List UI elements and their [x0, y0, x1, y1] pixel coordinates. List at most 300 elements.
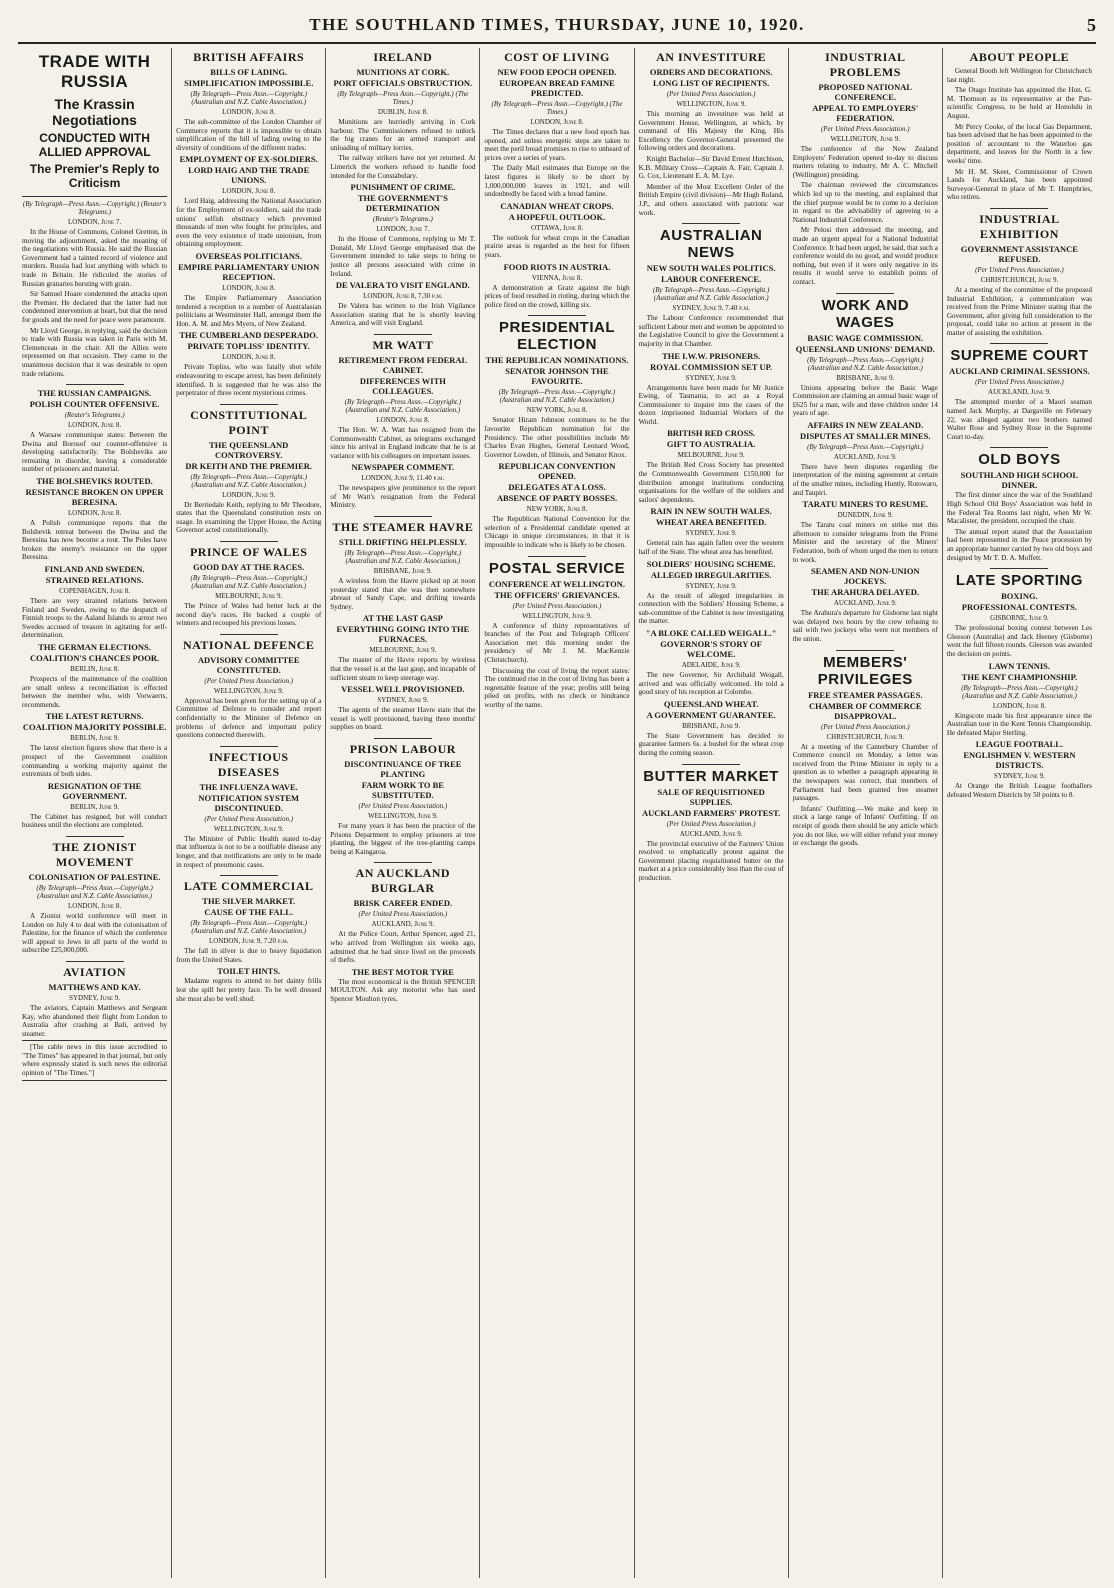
article-late-commercial — [176, 875, 321, 1003]
section-heading: ABSENCE OF PARTY BOSSES. — [496, 493, 618, 504]
section-heading: THE CUMBERLAND DESPERADO. — [179, 330, 319, 341]
article-headline: MR WATT — [372, 337, 434, 352]
paragraph: The attempted murder of a Maori seaman named Jack Murphy, at Dargaville on February 22, was alleged against two brothers named Walter Rose and Sydney Rose in the Supreme Court to-day. — [946, 398, 1092, 441]
paragraph: The aviators, Captain Matthews and Sergeant Kay, who abandoned their flight from London to Australia after crashing at Bali, arrived by steamer. — [22, 1003, 168, 1038]
paragraph: Lord Haig, addressing the National Association for the Employment of ex-soldiers, said the trade unions' selfish obstinacy which prevented thousands of men who fought for principles, and even the very existence of trade unionism, from obtaining employment. — [176, 197, 322, 249]
section-heading: FOOD RIOTS IN AUSTRIA. — [503, 261, 611, 272]
section-heading: THE KENT CHAMPIONSHIP. — [961, 671, 1078, 682]
section-heading: A HOPEFUL OUTLOOK. — [508, 211, 606, 222]
column-4 — [480, 48, 634, 1578]
byline: (Per United Press Association.) — [820, 722, 910, 731]
section-heading: EMPLOYMENT OF EX-SOLDIERS. — [179, 154, 318, 165]
article-investiture — [639, 50, 784, 217]
paragraph: The Prince of Wales had better luck at the second day's races. He backed a couple of winners and recouped his previous losses. — [176, 602, 322, 628]
article-mr-watt — [330, 334, 475, 510]
article-prince-of-wales — [176, 541, 321, 628]
byline: (By Telegraph—Press Assn.—Copyright.) (Australian and N.Z. Cable Association.) — [344, 549, 462, 566]
paragraph: The new Governor, Sir Archibald Weigall, arrived and was officially welcomed. He told a good story of his reception at Colombo. — [638, 671, 784, 697]
article-headline: PRISON LABOUR — [349, 742, 456, 756]
dateline: DUNEDIN, June 9. — [837, 511, 893, 520]
paragraph: The annual report stated that the Association had been represented in the Peace procession by an appropriate banner carried by two old boys and designed by Mr T. D. A. Moffett. — [946, 527, 1092, 562]
byline: (By Telegraph—Press Assn.—Copyright.) (Australian and N.Z. Cable Association.) — [190, 90, 307, 106]
byline: (By Telegraph—Press Assn.—Copyright.) (Australian and N.Z. Cable Association.) — [652, 286, 770, 303]
section-heading: STILL DRIFTING HELPLESSLY. — [339, 537, 467, 548]
article-members-privileges — [793, 650, 938, 848]
masthead-title: THE SOUTHLAND TIMES, THURSDAY, JUNE 10, 1920. — [309, 15, 805, 34]
byline: (Reuter's Telegrams.) — [64, 411, 125, 420]
section-heading: GOVERNMENT ASSISTANCE REFUSED. — [960, 243, 1078, 264]
paragraph: Unions appearing before the Basic Wage Commission are claiming an annual basic wage of £625 for a man, wife and three children under 14 years of age. — [792, 383, 938, 418]
byline: (Per United Press Association.) — [358, 910, 448, 919]
article-headline: POSTAL SERVICE — [488, 559, 626, 577]
section-heading: QUEENSLAND WHEAT. — [663, 698, 759, 709]
column-2 — [172, 48, 326, 1578]
section-heading: EUROPEAN BREAD FAMINE PREDICTED. — [499, 78, 615, 98]
article-headline: LATE COMMERCIAL — [183, 879, 314, 894]
paragraph: The master of the Havre reports by wireless that the vessel is at the last gasp, and incapable of sufficient steam to keep steerage way. — [330, 656, 476, 682]
section-heading: THE RUSSIAN CAMPAIGNS. — [37, 388, 152, 399]
article-headline: AVIATION — [63, 964, 127, 979]
subheadline: CONDUCTED WITH ALLIED APPROVAL — [38, 131, 151, 159]
paragraph: The professional boxing contest between Les Gleeson (Australia) and Jack Heeney (Gisborne) went the full fifteen rounds. Gleeson was awarded the decision on points. — [946, 624, 1092, 658]
editorial-note: [The cable news in this issue accredited to "The Times" has appeared in that journal, but only where expressly stated is such news the editorial opinion of "The Times."] — [22, 1040, 167, 1080]
section-heading: COALITION'S CHANCES POOR. — [29, 653, 160, 663]
dateline: BERLIN, June 9. — [70, 802, 119, 811]
section-heading: FARM WORK TO BE SUBSTITUTED. — [361, 780, 444, 800]
dateline: COPENHAGEN, June 8. — [59, 587, 131, 596]
section-heading: DIFFERENCES WITH COLLEAGUES. — [359, 375, 446, 396]
advertisement: Madame regrets to attend to her dainty frills lest she spill her pretty face. To be well dressed she must also be well shod. — [176, 977, 322, 1003]
article-headline: MEMBERS' PRIVILEGES — [817, 653, 913, 688]
byline: (Per United Press Association.) — [975, 265, 1064, 274]
dateline: NEW YORK, June 8. — [526, 505, 588, 514]
article-headline: AN INVESTITURE — [656, 50, 767, 64]
paragraph: Member of the Most Excellent Order of the British Empire (civil division)—Mr Hugh Roland, J.P., and others associated with patriotic war work. — [638, 182, 784, 217]
article-butter-market — [639, 764, 784, 883]
byline: (Reuter's Telegrams.) — [372, 215, 433, 224]
dateline: LONDON, June 8. — [376, 415, 430, 424]
byline: (By Telegraph—Press Assn.—Copyright.) (Australian and N.Z. Cable Association.) — [36, 883, 153, 900]
paragraph: Mr Lloyd George, in replying, said the decision to trade with Russia was taken in Paris with M. Clemenceau in the chair. All the Allies were represented on that occasion. They came to the unanimous decision that it was desirable to open trade relations. — [22, 326, 168, 378]
paragraph: The State Government has decided to guarantee farmers 6s. a bushel for the wheat crop during the coming season. — [638, 731, 784, 757]
section-heading: PROPOSED NATIONAL CONFERENCE. — [818, 82, 913, 102]
section-heading: TARATU MINERS TO RESUME. — [802, 499, 929, 510]
column-3 — [326, 48, 480, 1578]
article-headline: INDUSTRIAL EXHIBITION — [979, 211, 1060, 241]
byline: (Per United Press Association.) — [666, 819, 756, 828]
dateline: AUCKLAND, June 9. — [833, 452, 897, 461]
section-heading: AUCKLAND CRIMINAL SESSIONS. — [949, 366, 1090, 377]
article-headline: PRINCE OF WALES — [189, 545, 308, 560]
article-national-defence — [176, 634, 321, 740]
dateline: BERLIN, June 8. — [70, 665, 119, 673]
dateline: LONDON, June 8. — [68, 901, 122, 910]
paragraph: Mr Pelosi then addressed the meeting, and made an urgent appeal for a National Industrial Conference. It had been urged, he said, that such a conference would do no good, and would produce nothing, but even if it were only negative in its results it would serve to establish points of contact. — [792, 226, 938, 286]
section-heading: THE REPUBLICAN NOMINATIONS. — [485, 355, 629, 366]
paragraph: At Orange the British League footballers defeated Western Districts by 50 points to 8. — [946, 782, 1092, 799]
paragraph: Knight Bachelor—Sir David Ernest Hutchison, K.B. Military Cross—Captain A. Fair, Captain J. G. Cox, Lieutenant E. A. M. Lye. — [638, 154, 784, 181]
article-aviation — [22, 961, 167, 1081]
paragraph: A demonstration at Gratz against the high prices of food resulted in rioting, during which the police fired on the crowd, killing six. — [484, 283, 630, 309]
section-heading: THE QUEENSLAND CONTROVERSY. — [209, 439, 289, 460]
paragraph: The agents of the steamer Havre state that the vessel is well provisioned, having three months' supplies on board. — [330, 706, 476, 732]
paragraph: The Daily Mail estimates that Europe on the latest figures is likely to be short by 1,000,000,000 loaves in 1921, and will undoubtedly be faced with a bread famine. — [484, 164, 630, 199]
paragraph: The Hon. W. A. Watt has resigned from the Commonwealth Cabinet, as telegrams exchanged since his arrival in England indicate that he is at variance with his colleagues on important issues. — [330, 425, 476, 460]
paragraph: There have been disputes regarding the interpretation of the mining agreement at certain of the smaller mines, including Huntly, Rotowaro, and Taupiri. — [792, 462, 938, 497]
article-headline: NATIONAL DEFENCE — [182, 637, 315, 652]
article-cost-of-living — [484, 50, 629, 309]
dateline: BRISBANE, June 9. — [682, 721, 741, 730]
section-heading: WHEAT AREA BENEFITED. — [655, 517, 767, 528]
paragraph: A Warsaw communique states: Between the Dwina and Borosof our counter-offensive is developing satisfactorily. The Bolsheviks are retreating in disorder, leaving a considerable number of prisoners and material. — [22, 431, 168, 474]
section-heading: ROYAL COMMISSION SET UP. — [650, 361, 773, 372]
section-heading: PROFESSIONAL CONTESTS. — [961, 602, 1078, 613]
byline: (By Telegraph—Press Assn.—Copyright.) (Australian and N.Z. Cable Association.) — [190, 919, 307, 936]
dateline: DUBLIN, June 8. — [377, 108, 428, 116]
section-heading: THE GOVERNMENT'S DETERMINATION — [357, 193, 448, 214]
dateline: SYDNEY, June 9. — [685, 373, 737, 382]
dateline: LONDON, June 8. — [222, 353, 276, 362]
section-heading: DE VALERA TO VISIT ENGLAND. — [335, 280, 470, 291]
paragraph: In the House of Commons, Colonel Gretton, in moving the adjournment, asked the meaning of the negotiations with Russia. He said the Russian Government had a tainted record of violence and murders. Russia had lost anything with which to trade in Britain. He ridiculed the stories of Russian granaries bursting with grain. — [22, 228, 168, 288]
section-heading: THE SILVER MARKET. — [202, 896, 296, 907]
paragraph: The provincial executive of the Farmers' Union resolved to emphatically protest against the Government placing requisitioned butter on the market at a price considerably less than the cost of production. — [638, 839, 784, 882]
article-headline: COST OF LIVING — [504, 50, 610, 64]
column-5 — [635, 48, 789, 1578]
section-heading: MUNITIONS AT CORK. — [356, 67, 450, 77]
section-heading: RETIREMENT FROM FEDERAL CABINET. — [338, 354, 468, 375]
paragraph: Kingscote made his first appearance since the Australian tour in the Kent Tennis Championship. He defeated Major Sterling. — [946, 711, 1092, 737]
article-headline: INFECTIOUS DISEASES — [208, 749, 289, 779]
article-headline: ABOUT PEOPLE — [969, 50, 1070, 64]
article-industrial-exhibition — [947, 208, 1092, 338]
section-heading: BRISK CAREER ENDED. — [353, 898, 453, 909]
byline: (By Telegraph—Press Assn.—Copyright.) (Australian and N.Z. Cable Association.) — [961, 683, 1078, 700]
byline: (Per United Press Association.) — [666, 90, 756, 98]
dateline: GISBORNE, June 9. — [990, 614, 1049, 623]
paragraph: Prospects of the maintenance of the coalition are small unless a reconciliation is effected between the member who, with Vorwaerts, recommends. — [22, 675, 168, 709]
paragraph: Private Topliss, who was fatally shot while endeavouring to escape arrest, has been definitely identified. It is suggested that he was also the perpetrator of three recent mysterious crimes. — [176, 363, 322, 398]
paragraph: At the Police Court, Arthur Spencer, aged 21, who arrived from Wellington six weeks ago, admitted that he had since lived on the proceeds of thefts. — [330, 930, 476, 965]
section-heading: NEW FOOD EPOCH OPENED. — [497, 67, 617, 77]
byline: (Per United Press Association.) — [358, 802, 448, 810]
section-heading: LORD HAIG AND THE TRADE UNIONS. — [188, 165, 310, 186]
section-heading: AT THE LAST GASP — [362, 613, 443, 624]
dateline: LONDON, June 9. — [222, 490, 276, 499]
paragraph: The Taratu coal miners on strike met this afternoon to consider telegrams from the Prime Minister and the secretary of the Miners' Federation, both of whom urged the men to return to work. — [792, 521, 938, 564]
paragraph: At a meeting of the Canterbury Chamber of Commerce council on Monday, a letter was received from the Prime Minister in reply to a question as to whether a paragraph appearing in the newspapers was correct, that members of Parliament had been granted free steamer passages. — [792, 742, 938, 803]
paragraph: The Republican National Convention for the selection of a Presidential candidate opened at Chicago in unique circumstances, in that it is impossible to indicate who is likely to be chosen. — [484, 515, 630, 550]
dateline: LONDON, June 7. — [376, 225, 430, 234]
dateline: WELLINGTON, June 9. — [213, 686, 284, 695]
dateline: LONDON, June 8. — [992, 701, 1046, 710]
paragraph: Dr Berriedale Keith, replying to Mr Theodore, states that the Queensland constitution rests on usage. In examining the Upper House, the Acting Governor acted constitutionally. — [176, 500, 322, 535]
dateline: OTTAWA, June 8. — [531, 223, 583, 232]
article-headline: AUSTRALIAN NEWS — [659, 227, 763, 262]
paragraph: Discussing the cost of living the report states: The continued rise in the cost of living has been a regrettable feature of the year; profits still being piled on profits, with no check or hindrance worthy of the name. — [484, 666, 630, 709]
section-heading: THE OFFICERS' GRIEVANCES. — [494, 589, 620, 600]
article-headline: BUTTER MARKET — [643, 767, 779, 785]
paragraph: The Arahura's departure for Gisborne last night was delayed two hours by the crew refusing to sail with two jockeys who were not members of the union. — [792, 609, 938, 643]
section-heading: LEAGUE FOOTBALL. — [975, 739, 1064, 750]
byline: (By Telegraph—Press Assn.—Copyright.) — [807, 442, 924, 451]
dateline: BRISBANE, June 9. — [836, 373, 895, 382]
section-heading: SENATOR JOHNSON THE FAVOURITE. — [505, 366, 609, 387]
paragraph: The Empire Parliamentary Association tendered a reception to a number of Australasian politicians at Westminster Hall, amongst them the Hon. A. M. and Mrs Myers, of New Zealand. — [176, 293, 322, 328]
section-heading: BOXING. — [1001, 591, 1038, 602]
subheadline: The Krassin Negotiations — [52, 96, 137, 128]
article-headline: OLD BOYS — [978, 451, 1061, 469]
dateline: SYDNEY, June 9. — [377, 696, 429, 705]
dateline: AUCKLAND, June 9. — [371, 920, 435, 929]
section-heading: APPEAL TO EMPLOYERS' FEDERATION. — [812, 103, 919, 123]
byline: (Per United Press Association.) — [204, 676, 294, 685]
paragraph: The first dinner since the war of the Southland High School Old Boys' Association was held in the Federal Tea Rooms last night, when Mr W. Macalister, the president, occupied the chair. — [946, 491, 1092, 526]
section-heading: PRIVATE TOPLISS' IDENTITY. — [187, 341, 310, 352]
section-heading: EVERYTHING GOING INTO THE FURNACES. — [336, 624, 470, 645]
byline: (By Telegraph—Press Assn.—Copyright.) (Australian and N.Z. Cable Association.) — [498, 388, 616, 405]
dateline: BRISBANE, June 9. — [373, 567, 432, 576]
section-heading: TOILET HINTS. — [217, 966, 281, 977]
article-constitutional-point — [176, 404, 321, 535]
dateline: SYDNEY, June 9. — [685, 581, 737, 590]
paragraph: The Otago Institute has appointed the Hon. G. M. Thomson as its representative at the Pan-scientific Congress, to be held at Honolulu in August. — [946, 86, 1092, 120]
section-heading: SALE OF REQUISITIONED SUPPLIES. — [657, 786, 765, 807]
paragraph: For many years it has been the practice of the Prisons Department to employ prisoners at tree planting, the biggest of the tree-planting camps being at Kaingaroa. — [330, 822, 476, 856]
section-heading: BASIC WAGE COMMISSION. — [807, 332, 924, 343]
dateline: WELLINGTON, June 9. — [522, 611, 592, 620]
paragraph: De Valera has written to the Irish Vigilance Association stating that he is shortly leaving America, and will visit England. — [330, 302, 476, 328]
section-heading: RESISTANCE BROKEN ON UPPER BERESINA. — [25, 487, 164, 508]
section-heading: COLONISATION OF PALESTINE. — [28, 871, 161, 882]
paragraph: The sub-committee of the London Chamber of Commerce reports that it is impossible to obtain simplification of the bill of lading owing to the diversity of conditions of the different trades. — [176, 118, 322, 152]
section-heading: CONFERENCE AT WELLINGTON. — [488, 578, 626, 589]
section-heading: EMPIRE PARLIAMENTARY UNION RECEPTION. — [178, 261, 320, 282]
section-heading: PORT OFFICIALS OBSTRUCTION. — [333, 78, 473, 88]
byline: (By Telegraph—Press Assn.—Copyright.) (Australian and N.Z. Cable Association.) — [190, 472, 307, 489]
section-heading: LABOUR CONFERENCE. — [661, 274, 762, 285]
article-headline: THE STEAMER HAVRE — [332, 520, 474, 535]
section-heading: DR KEITH AND THE PREMIER. — [185, 460, 313, 471]
dateline: AUCKLAND, June 9. — [988, 388, 1051, 397]
paragraph: This morning an investiture was held at Government House, Wellington, at which, by command of His Majesty the King, His Excellency the Governor-General presented the following orders and decorations. — [638, 110, 784, 153]
paragraph: General Booth left Wellington for Christchurch last night. — [946, 67, 1092, 84]
paragraph: The Cabinet has resigned, but will conduct business until the elections are completed. — [22, 812, 168, 830]
section-heading: THE ARAHURA DELAYED. — [811, 587, 920, 598]
section-heading: "A BLOKE CALLED WEIGALL." — [645, 628, 777, 638]
section-heading: NEW SOUTH WALES POLITICS. — [646, 263, 776, 274]
article-auckland-burglar — [330, 862, 475, 1003]
paragraph: The fall in silver is due to heavy liquidation from the United States. — [176, 947, 322, 964]
article-presidential-election — [484, 315, 629, 549]
article-postal-service — [484, 556, 629, 710]
article-headline: CONSTITUTIONAL POINT — [190, 407, 308, 437]
paragraph: Mr H. M. Skeet, Commissioner of Crown Lands for Auckland, has been appointed Surveyor-General in place of Mr T. Humphries, who retires. — [946, 167, 1092, 202]
byline: (By Telegraph—Press Assn.—Copyright.) (The Times.) — [337, 90, 469, 106]
dateline: BERLIN, June 9. — [70, 734, 119, 743]
paragraph: A wireless from the Havre picked up at noon yesterday stated that she was then somewhere abreast of Sandy Cape, and drifting towards Sydney. — [330, 577, 476, 611]
article-industrial-problems — [793, 50, 938, 287]
byline: (By Telegraph—Press Assn.—Copyright.) (The Times.) — [491, 100, 623, 116]
section-heading: STRAINED RELATIONS. — [45, 575, 144, 586]
article-about-people — [947, 50, 1092, 202]
page-number: 5 — [1087, 14, 1096, 35]
article-zionist-movement — [22, 836, 167, 955]
section-heading: PUNISHMENT OF CRIME. — [350, 182, 456, 193]
article-work-and-wages — [793, 293, 938, 644]
dateline: MELBOURNE, June 9. — [369, 646, 437, 655]
section-heading: DELEGATES AT A LOSS. — [508, 482, 606, 493]
paragraph: A Polish communique reports that the Bolshevik retreat between the Dwina and the Beresina has now become a rout. The Poles have broken the enemy's resistance on the upper Beresina. — [22, 519, 168, 562]
dateline: LONDON, June 8. — [68, 509, 122, 518]
section-heading: CANADIAN WHEAT CROPS. — [500, 200, 614, 211]
article-russian-campaigns — [22, 384, 167, 830]
dateline: SYDNEY, June 9, 7.40 p.m. — [672, 304, 750, 313]
dateline: VIENNA, June 8. — [531, 273, 583, 282]
dateline: CHRISTCHURCH, June 9. — [826, 732, 905, 741]
section-heading: THE INFLUENZA WAVE. — [199, 781, 298, 792]
section-heading: THE I.W.W. PRISONERS. — [662, 350, 761, 361]
article-late-sporting — [947, 568, 1092, 799]
headline: TRADE WITH RUSSIA — [38, 52, 151, 91]
article-trade-with-russia — [22, 52, 167, 378]
dateline: LONDON, June 8. — [222, 187, 276, 196]
paragraph: The latest election figures show that there is a prospect of the Government coalition commanding a working majority against the extremists of both sides. — [22, 744, 168, 779]
section-heading: ORDERS AND DECORATIONS. — [649, 67, 773, 77]
paragraph: Senator Hiram Johnson continues to be the favourite Republican nomination for the Presidency. The other possibilities include Mr Charles Evan Hughes, General Leonard Wood, Governor Lowden, of Illinois, and Senator Knox. — [484, 416, 630, 459]
paragraph: At a meeting of the committee of the proposed Industrial Exhibition, a communication was received from the Prime Minister stating that the Government, after giving full consideration to the proposal, could take no action at present in the matter of assisting the exhibition. — [946, 285, 1092, 337]
section-heading: THE BEST MOTOR TYRE — [351, 966, 454, 977]
paragraph: In the House of Commons, replying to Mr T. Donald, Mr Lloyd George emphasised that the Government intended to take steps to bring to justice all persons associated with crime in Ireland. — [330, 235, 476, 278]
paragraph: There are very strained relations between Finland and Sweden, owing to the despatch of Finnish troops to the Aaland Islands to arrest two Swedes accused of treason in agitating for self-determination. — [22, 597, 168, 640]
paragraph: The newspapers give prominence to the report of Mr Watt's resignation from the Federal Ministry. — [330, 484, 476, 510]
byline: (By Telegraph—Press Assn.—Copyright.) (Australian and N.Z. Cable Association.) — [344, 397, 462, 414]
dateline: MELBOURNE, June 9. — [215, 592, 283, 601]
article-headline: IRELAND — [373, 50, 433, 64]
article-headline: SUPREME COURT — [950, 347, 1089, 365]
dateline: WELLINGTON, June 9. — [368, 812, 438, 820]
article-headline: WORK AND WAGES — [821, 296, 910, 331]
section-heading: SEAMEN AND NON-UNION JOCKEYS. — [810, 566, 920, 587]
dateline: LONDON, June 7. — [68, 218, 122, 226]
dateline: SYDNEY, June 9. — [685, 529, 737, 538]
paragraph: The Labour Conference recommended that sufficient Labour men and women be appointed to the Legislative Council to give the Government a majority in that Chamber. — [638, 314, 784, 348]
section-heading: OVERSEAS POLITICIANS. — [195, 250, 302, 261]
paragraph: The Minister of Public Health stated to-day that influenza is not to be a notifiable disease any longer, and that notifications are only to be made in respect of pneumonic cases. — [176, 834, 322, 869]
dateline: LONDON, June 8. — [530, 118, 584, 126]
section-heading: GIFT TO AUSTRALIA. — [666, 439, 756, 450]
paragraph: Munitions are hurriedly arriving in Cork harbour. The Commissioners refused to unlock the big cranes for an armed transport and unloading of military lorries. — [330, 118, 476, 152]
paragraph: The chairman reviewed the circumstances which led up to the meeting, and explained that the chief purpose would be to come to a decision in regard to the advisability of agreeing to a National Industrial Conference. — [792, 181, 938, 224]
advertisement: Infants' Outfitting.—We make and keep in stock a large range of Infants' Outfitting. If on receipt of goods there should be any article which you do not like, we will either refund your money or exchange the goods. — [792, 804, 938, 848]
section-heading: SOLDIERS' HOUSING SCHEME. — [646, 558, 776, 569]
paragraph: A Zionist world conference will meet in London on July 4 to deal with the colonisation of Palestine, for the finance of which the conference will appeal to Jews in all parts of the world to subscribe £25,000,000. — [22, 911, 168, 955]
paragraph: A conference of thirty representatives of branches of the Post and Telegraph Officers' Association met this morning under the presidency of Mr J. M. MacKenzie (Christchurch). — [484, 621, 630, 665]
article-headline: BRITISH AFFAIRS — [193, 50, 305, 64]
paragraph: Approval has been given for the setting up of a Committee of Defence to consider and report confidentially to the Minister of Defence on problems of defence and important policy questions connected therewith. — [176, 696, 322, 740]
section-heading: THE BOLSHEVIKS ROUTED. — [36, 476, 153, 487]
paragraph: The railway strikers have not yet returned. At Limerick the workers refused to handle food intended for the Constabulary. — [330, 154, 476, 180]
dateline: LONDON, June 8. — [222, 108, 276, 116]
article-british-affairs — [176, 50, 321, 398]
dateline: WELLINGTON, June 9. — [830, 135, 901, 143]
section-heading: RAIN IN NEW SOUTH WALES. — [650, 506, 772, 517]
subheadline: The Premier's Reply to Criticism — [29, 162, 160, 190]
section-heading: MATTHEWS AND KAY. — [48, 981, 141, 992]
section-heading: POLISH COUNTER OFFENSIVE. — [29, 399, 160, 410]
article-old-boys — [947, 447, 1092, 562]
dateline: LONDON, June 8. — [222, 283, 276, 292]
column-1 — [18, 48, 172, 1578]
article-ireland — [330, 50, 475, 328]
section-heading: ALLEGED IRREGULARITIES. — [650, 569, 772, 580]
section-heading: DISPUTES AT SMALLER MINES. — [800, 430, 931, 441]
dateline: SYDNEY, June 9. — [993, 772, 1045, 781]
article-infectious-diseases — [176, 746, 321, 869]
section-heading: LAWN TENNIS. — [988, 660, 1051, 671]
article-prison-labour — [330, 738, 475, 856]
article-headline: INDUSTRIAL PROBLEMS — [825, 50, 906, 79]
byline: (By Telegraph—Press Assn.—Copyright.) (Reuter's Telegrams.) — [22, 200, 167, 216]
article-headline: THE ZIONIST MOVEMENT — [52, 839, 137, 869]
section-heading: VESSEL WELL PROVISIONED. — [341, 684, 465, 695]
byline: (Per United Press Association.) — [204, 814, 294, 823]
section-heading: AUCKLAND FARMERS' PROTEST. — [641, 807, 781, 818]
paragraph: The British Red Cross Society has presented the Commonwealth Government £150,000 for distribution amongst institutions conducting organisations for the welfare of the soldiers and sailors' dependents. — [638, 461, 784, 504]
byline: (By Telegraph—Press Assn.—Copyright.) (Australian and N.Z. Cable Association.) — [807, 355, 924, 372]
article-steamer-havre — [330, 516, 475, 732]
dateline: LONDON, June 8, 7.30 p.m. — [363, 292, 443, 301]
section-heading: CHAMBER OF COMMERCE DISAPPROVAL. — [809, 700, 922, 721]
article-australian-news — [639, 223, 784, 757]
section-heading: GOOD DAY AT THE RACES. — [193, 562, 305, 573]
dateline: ADELAIDE, June 9. — [681, 661, 741, 669]
dateline: NEW YORK, June 8. — [526, 406, 588, 415]
section-heading: THE LATEST RETURNS. — [45, 711, 144, 722]
paragraph: The Times declares that a new food epoch has opened, and unless energetic steps are taken to meet the peril bread promises to rise to unheard of prices over a series of years. — [484, 128, 630, 162]
dateline: LONDON, June 9, 11.40 p.m. — [361, 474, 445, 483]
masthead — [18, 14, 1096, 44]
dateline: MELBOURNE, June 9. — [677, 451, 745, 460]
section-heading: RESIGNATION OF THE GOVERNMENT. — [47, 780, 142, 801]
paragraph: Mr Percy Cooke, of the local Gas Department, has been advised that he has been appointed to the position of accountant to the Waterloo gas department, and leaves for the North in a few weeks' time. — [946, 122, 1092, 165]
byline: (Per United Press Association.) — [820, 125, 910, 133]
byline: (By Telegraph—Press Assn.—Copyright.) (Australian and N.Z. Cable Association.) — [190, 574, 307, 591]
section-heading: CAUSE OF THE FALL. — [204, 907, 294, 918]
section-heading: A GOVERNMENT GUARANTEE. — [646, 709, 776, 720]
section-heading: GOVERNOR'S STORY OF WELCOME. — [660, 639, 762, 659]
article-headline: LATE SPORTING — [955, 572, 1083, 590]
section-heading: DISCONTINUANCE OF TREE PLANTING — [344, 759, 462, 779]
section-heading: SOUTHLAND HIGH SCHOOL DINNER. — [960, 470, 1079, 491]
section-heading: REPUBLICAN CONVENTION OPENED. — [498, 461, 616, 482]
dateline: LONDON, June 8. — [68, 421, 122, 430]
section-heading: FINLAND AND SWEDEN. — [44, 564, 145, 575]
article-headline: AN AUCKLAND BURGLAR — [355, 866, 451, 896]
section-heading: AFFAIRS IN NEW ZEALAND. — [807, 419, 924, 430]
section-heading: NEWSPAPER COMMENT. — [351, 462, 455, 473]
paragraph: As the result of alleged irregularities in connection with the Soldiers' Housing Scheme, a sub-committee of the Cabinet is now investigating the matter. — [638, 591, 784, 626]
dateline: SYDNEY, June 9. — [69, 993, 121, 1002]
dateline: AUCKLAND, June 9. — [679, 829, 743, 838]
byline: (Per United Press Association.) — [512, 601, 602, 610]
dateline: WELLINGTON, June 9. — [676, 100, 746, 108]
paragraph: Arrangements have been made for Mr Justice Ewing, of Tasmania, to act as a Royal Commissioner to inquire into the cases of the dozen imprisoned Industrial Workers of the World. — [638, 383, 784, 426]
article-supreme-court — [947, 343, 1092, 441]
dateline: WELLINGTON, June 9. — [213, 824, 284, 833]
article-headline: PRESIDENTIAL ELECTION — [498, 319, 615, 354]
section-heading: BILLS OF LADING. — [210, 67, 288, 77]
